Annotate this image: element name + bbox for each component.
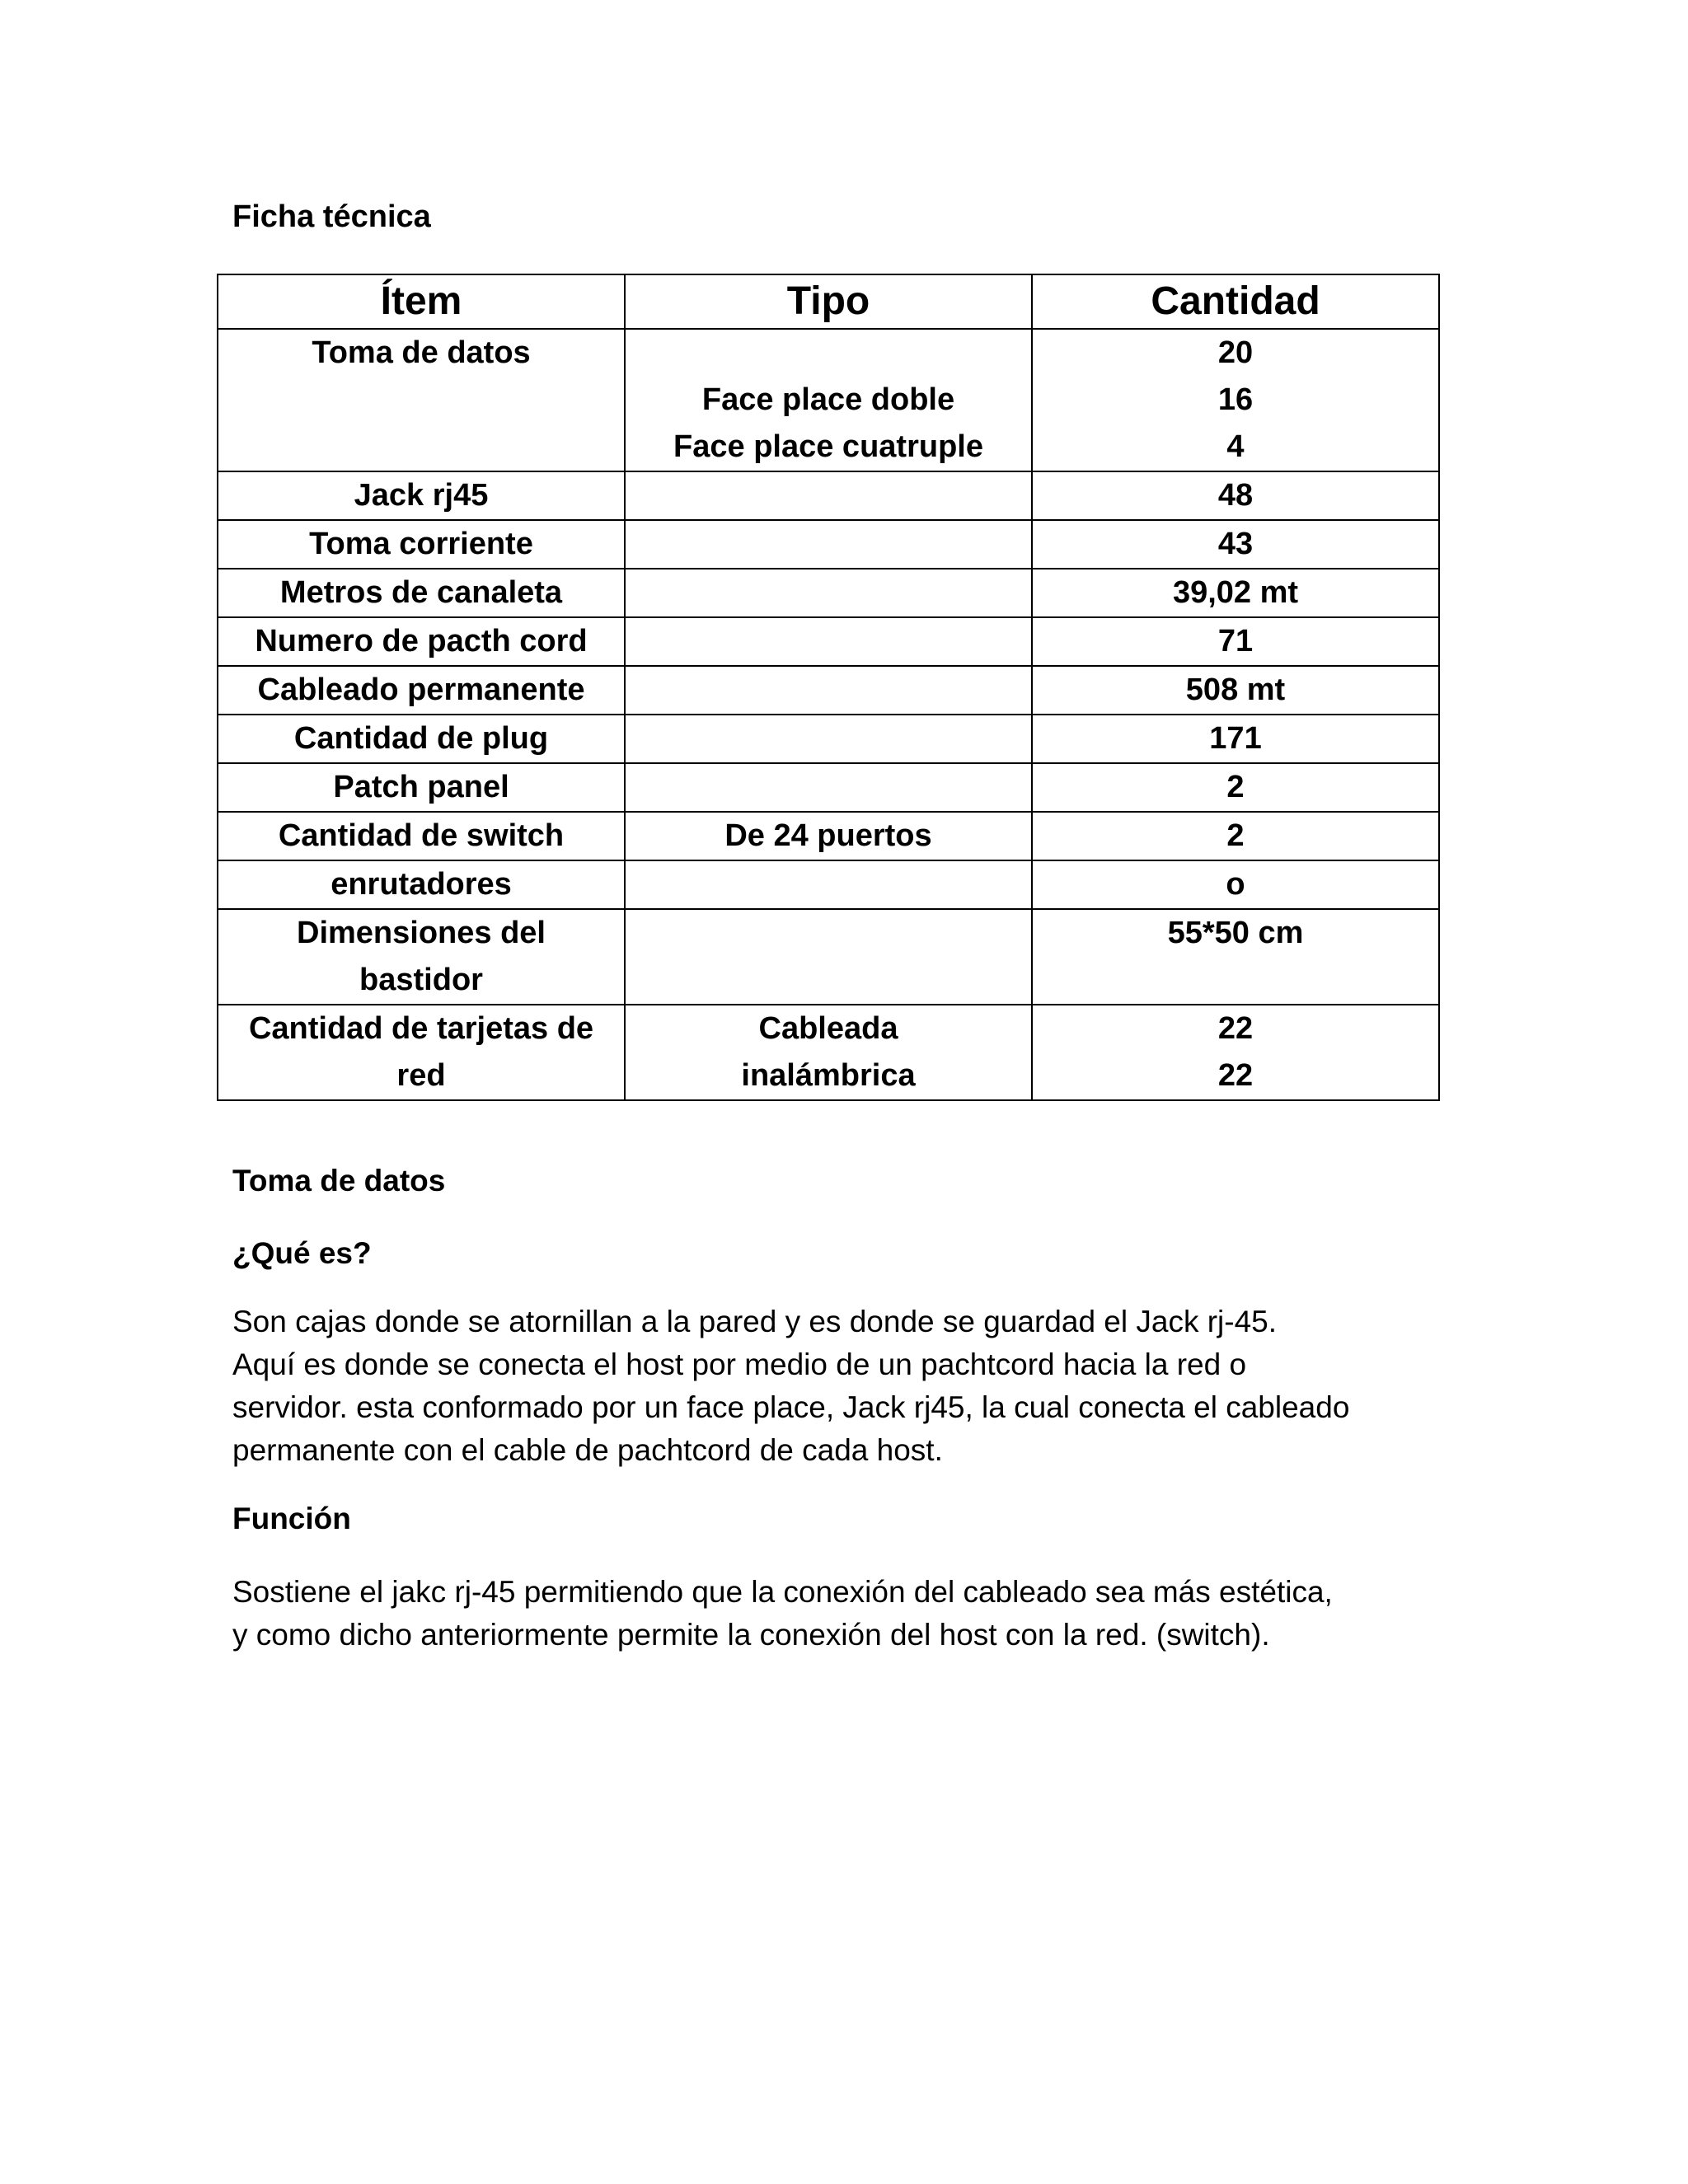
cell-line: 171: [1209, 721, 1262, 756]
cell-line: Face place cuatruple: [673, 429, 983, 464]
table-header-row: [218, 274, 1439, 329]
cell-line: Face place doble: [701, 382, 955, 417]
cell-line: o: [1226, 867, 1245, 902]
cell-line: Cantidad de switch: [278, 818, 565, 853]
spec-table: [217, 274, 1440, 1101]
cell-line: 48: [1217, 478, 1254, 513]
table-row: [218, 471, 1439, 520]
paragraph-line: Sostiene el jakc rj-45 permitiendo que la conexión del cableado sea más estética,: [232, 1575, 1333, 1609]
cell-line: bastidor: [359, 963, 483, 997]
cell-item: [218, 329, 625, 471]
cell-line: [632, 330, 1025, 377]
cell-line: [632, 910, 1025, 957]
cell-cantidad: [1032, 520, 1439, 569]
cell-line: 22: [1217, 1011, 1254, 1046]
cell-tipo: [625, 520, 1032, 569]
table-row: [218, 617, 1439, 666]
page-title: Ficha técnica: [232, 199, 431, 234]
cell-line: [632, 618, 1025, 665]
table-row: [218, 812, 1439, 860]
cell-line: Patch panel: [333, 770, 509, 804]
cell-line: [632, 764, 1025, 811]
cell-line: enrutadores: [331, 867, 512, 902]
cell-tipo: [625, 909, 1032, 1005]
header-cantidad: Cantidad: [1032, 274, 1439, 329]
cell-tipo: [625, 569, 1032, 617]
cell-tipo: [625, 860, 1032, 909]
cell-line: [225, 424, 617, 471]
cell-line: [632, 521, 1025, 568]
table-body: [218, 329, 1439, 1100]
header-item: Ítem: [218, 274, 625, 329]
paragraph-line: y como dicho anteriormente permite la conexión del host con la red. (switch).: [232, 1618, 1270, 1652]
cell-line: 71: [1217, 624, 1254, 658]
cell-line: Cableado permanente: [257, 673, 585, 707]
cell-line: 2: [1226, 818, 1245, 853]
cell-cantidad: [1032, 860, 1439, 909]
table-row: [218, 329, 1439, 471]
cell-line: [632, 569, 1025, 616]
cell-item: [218, 471, 625, 520]
cell-line: 39,02 mt: [1172, 575, 1299, 610]
cell-item: [218, 666, 625, 715]
cell-line: [1039, 957, 1432, 1004]
question-funcion: [232, 1498, 1469, 1540]
cell-tipo: [625, 715, 1032, 763]
cell-tipo: [625, 471, 1032, 520]
cell-cantidad: [1032, 617, 1439, 666]
cell-item: [218, 1005, 625, 1100]
question-heading: Función: [232, 1502, 351, 1535]
cell-cantidad: [1032, 569, 1439, 617]
cell-line: [632, 861, 1025, 908]
cell-line: Metros de canaleta: [279, 575, 563, 610]
cell-cantidad: [1032, 812, 1439, 860]
table-row: [218, 909, 1439, 1005]
paragraph: [232, 1571, 1469, 1657]
table-row: [218, 763, 1439, 812]
table-row: [218, 520, 1439, 569]
cell-cantidad: [1032, 329, 1439, 471]
paragraph-line: servidor. esta conformado por un face place, Jack rj45, la cual conecta el cableado: [232, 1390, 1350, 1424]
cell-line: 43: [1217, 527, 1254, 561]
cell-item: [218, 617, 625, 666]
cell-line: Toma de datos: [312, 335, 531, 370]
cell-line: [632, 667, 1025, 714]
cell-line: Cableada: [758, 1011, 898, 1046]
cell-item: [218, 520, 625, 569]
question-heading: ¿Qué es?: [232, 1236, 372, 1270]
cell-line: 20: [1217, 335, 1254, 370]
cell-line: inalámbrica: [741, 1058, 916, 1093]
table-row: [218, 860, 1439, 909]
cell-tipo: [625, 617, 1032, 666]
cell-line: [632, 715, 1025, 762]
header-tipo: Tipo: [625, 274, 1032, 329]
cell-item: [218, 715, 625, 763]
cell-item: [218, 812, 625, 860]
cell-cantidad: [1032, 666, 1439, 715]
cell-line: 22: [1217, 1058, 1254, 1093]
paragraph-line: Son cajas donde se atornillan a la pared y es donde se guardad el Jack rj-45.: [232, 1305, 1278, 1338]
cell-tipo: [625, 812, 1032, 860]
cell-tipo: [625, 763, 1032, 812]
cell-line: Toma corriente: [309, 527, 533, 561]
cell-line: [632, 472, 1025, 519]
cell-line: Cantidad de tarjetas de: [248, 1011, 594, 1046]
cell-item: [218, 569, 625, 617]
cell-item: [218, 763, 625, 812]
cell-line: Cantidad de plug: [293, 721, 549, 756]
cell-line: 508 mt: [1185, 673, 1286, 707]
cell-cantidad: [1032, 1005, 1439, 1100]
cell-item: [218, 909, 625, 1005]
section-heading: Toma de datos: [232, 1164, 446, 1197]
paragraph-funcion: [232, 1571, 1469, 1657]
paragraph: [232, 1301, 1469, 1472]
cell-line: 4: [1226, 429, 1245, 464]
table-row: [218, 1005, 1439, 1100]
cell-tipo: [625, 329, 1032, 471]
cell-line: [632, 957, 1025, 1004]
cell-tipo: [625, 1005, 1032, 1100]
cell-item: [218, 860, 625, 909]
cell-line: red: [396, 1058, 446, 1093]
cell-cantidad: [1032, 763, 1439, 812]
cell-line: [225, 377, 617, 424]
cell-line: 2: [1226, 770, 1245, 804]
paragraph-line: Aquí es donde se conecta el host por medio de un pachtcord hacia la red o: [232, 1347, 1247, 1381]
paragraph-line: permanente con el cable de pachtcord de cada host.: [232, 1433, 943, 1467]
cell-line: 16: [1217, 382, 1254, 417]
cell-tipo: [625, 666, 1032, 715]
paragraph-que-es: [232, 1301, 1469, 1472]
cell-cantidad: [1032, 471, 1439, 520]
cell-line: Jack rj45: [354, 478, 489, 513]
cell-line: 55*50 cm: [1167, 916, 1304, 950]
cell-cantidad: [1032, 715, 1439, 763]
cell-cantidad: [1032, 909, 1439, 1005]
cell-line: Dimensiones del: [297, 916, 546, 950]
table-row: [218, 569, 1439, 617]
table-row: [218, 666, 1439, 715]
question-que-es: [232, 1233, 1469, 1274]
cell-line: De 24 puertos: [724, 818, 932, 853]
section-toma-de-datos: [232, 1160, 1469, 1202]
cell-line: Numero de pacth cord: [255, 624, 588, 658]
table-row: [218, 715, 1439, 763]
